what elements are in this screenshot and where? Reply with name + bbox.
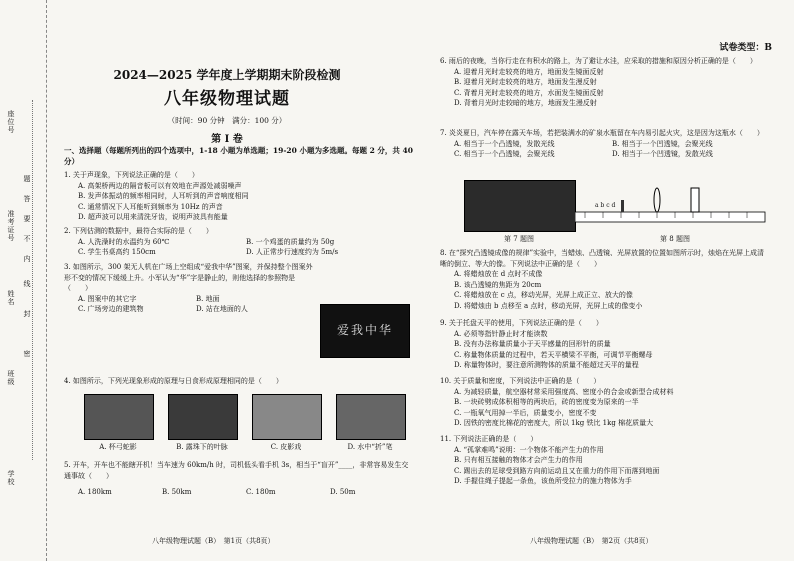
question-stem: 8. 在“探究凸透镜成像的规律”实验中，当蜡烛、凸透镜、光屏放置的位置如图所示时，烛焰在光屏上成清晰的倒立、等大的像。下列说法中正确的是（ ）	[440, 249, 765, 268]
option: A. 180km	[78, 488, 112, 496]
question-8	[440, 248, 770, 311]
page-1	[52, 0, 422, 561]
option: C. 通常情况下人耳能听到频率为 10Hz 的声音	[78, 202, 223, 211]
seat-number-label: 座位号	[7, 110, 15, 134]
seal-char: 封	[23, 310, 31, 318]
car-bottle-image	[464, 180, 576, 232]
seal-char: 线	[23, 280, 31, 288]
option: C. 广场旁边的建筑物	[78, 305, 144, 313]
school-label: 学校	[7, 470, 15, 486]
question-stem: 2. 下列估测的数据中，最符合实际的是（ ）	[64, 227, 213, 235]
binding-margin	[0, 0, 47, 561]
question-11	[440, 434, 770, 487]
seal-line	[32, 100, 43, 460]
option: D. 因铁的密度比棉花的密度大，所以 1kg 铁比 1kg 棉花质量大	[454, 419, 654, 427]
option-row	[78, 237, 414, 248]
ruler-points: a b c d	[595, 202, 616, 209]
option: D. 将蜡烛由 b 点移至 a 点时，移动光屏，光屏上成的像变小	[454, 301, 643, 310]
question-5	[64, 460, 414, 498]
option: C. 学生书桌高约 150cm	[78, 248, 156, 256]
option-row	[78, 487, 414, 498]
option: D. 手握住绳子提起一条鱼，该鱼所受拉力的施力物体为手	[454, 477, 632, 485]
optical-bench-diagram	[575, 180, 770, 230]
question-6	[440, 56, 770, 109]
option: D. 背着月光时走较暗的地方，地面发生漫反射	[454, 99, 597, 107]
question-stem: 7. 炎炎夏日，汽车停在露天车场，若把装满水的矿泉水瓶留在车内易引起火灾，这是因为这瓶水（ ）	[440, 129, 764, 137]
question-4	[64, 376, 414, 387]
option: C. 180m	[246, 488, 276, 496]
exam-title: 八年级物理试题	[164, 89, 290, 109]
seal-char: 要	[23, 215, 31, 223]
page-2	[440, 0, 770, 561]
option: C. 背着月光时走较亮的地方，水面发生镜面反射	[454, 88, 604, 97]
option: B. 地面	[196, 294, 220, 303]
figure-caption: B. 露珠下的叶脉	[176, 443, 228, 451]
option: D. 人正常步行速度约为 5m/s	[246, 248, 339, 256]
question-stem: 3. 如图所示，300 架无人机在广场上空组成“爱我中华”图案，并保持整个图案外形不变的情况下缓缓上升。小军认为“华”字是静止的，则他选择的参照物是（ ）	[64, 263, 313, 292]
question-1	[64, 170, 414, 223]
option: A. 高架桥两边的隔音板可以有效地在声源处减弱噪声	[78, 181, 242, 190]
question-stem: 1. 关于声现象，下列说法正确的是（ ）	[64, 171, 199, 179]
figure-caption: 第 8 题图	[660, 235, 690, 243]
seal-char: 不	[23, 235, 31, 243]
option: D. 超声波可以用来清洗牙齿，说明声波具有能量	[78, 213, 228, 221]
question-stem: 11. 下列说法正确的是（ ）	[440, 435, 538, 443]
option: B. 迎着月光时走较亮的地方，地面发生漫反射	[454, 78, 597, 86]
option: A. 将蜡烛放在 d 点时不成像	[454, 270, 543, 278]
option: A. 图案中的其它字	[78, 294, 137, 303]
option-row	[454, 149, 770, 160]
question-10	[440, 376, 770, 429]
exam-title-line1: 2024—2025 学年度上学期期末阶段检测	[113, 68, 341, 82]
seal-char: 密	[23, 350, 31, 358]
option: A. 为减轻质量，航空器材常采用强度高、密度小的合金或新型合成材料	[454, 387, 674, 396]
option: B. 只有相互接触的物体才会产生力的作用	[454, 456, 583, 464]
cup-snake-image	[84, 394, 154, 440]
option-row	[78, 294, 314, 305]
question-2	[64, 226, 414, 258]
option: D. 50m	[330, 488, 356, 496]
option: B. 发声体振动的频率相同时，人耳听到的声音响度相同	[78, 192, 249, 200]
image-text: 爱我中华	[336, 323, 393, 337]
seal-char: 题	[23, 175, 31, 183]
option: B. 该凸透镜的焦距为 20cm	[454, 280, 542, 289]
dew-leaf-image	[168, 394, 238, 440]
option: C. 称量物体质量的过程中，若天平横梁不平衡，可调节平衡螺母	[454, 350, 653, 359]
page-footer: 八年级物理试题（B） 第2页（共8页）	[530, 537, 653, 545]
class-label: 班级	[7, 370, 15, 386]
option: A. 必须等指针静止时才能读数	[454, 329, 548, 338]
option: B. 50km	[162, 488, 192, 496]
section-header	[64, 146, 414, 167]
seal-char: 内	[23, 255, 31, 263]
option-row	[78, 247, 414, 258]
shadow-play-image	[252, 394, 322, 440]
option: C. 踢出去的足球受到路方向前运动且又在重力的作用下而落到地面	[454, 466, 660, 475]
option-row	[454, 139, 770, 150]
question-7	[440, 128, 770, 160]
question-3	[64, 262, 314, 315]
exam-meta: （时间：90 分钟 满分：100 分）	[167, 116, 287, 125]
option: C. 一瓶氧气用掉一半后，质量变小，密度不变	[454, 408, 597, 417]
option: A. 迎着月光时走较亮的地方，地面发生镜面反射	[454, 67, 604, 76]
exam-number-label: 准考证号	[7, 210, 15, 242]
name-label: 姓名	[7, 290, 15, 306]
option: C. 相当于一个凸透镜，会聚光线	[454, 150, 555, 158]
bent-pen-image	[336, 394, 406, 440]
option: D. 站在地面的人	[196, 305, 248, 313]
question-stem: 6. 雨后的夜晚，当你行走在有积水的路上，为了避让水洼，应采取的措施和原因分析正确的是（ ）	[440, 57, 757, 65]
seal-char: 答	[23, 195, 31, 203]
figure-caption: A. 杯弓蛇影	[99, 443, 137, 451]
option: C. 将蜡烛放在 c 点，移动光屏，光屏上成正立、放大的像	[454, 291, 633, 299]
figure-caption: 第 7 题图	[504, 235, 534, 243]
option: B. 一个鸡蛋的质量约为 50g	[246, 237, 335, 246]
option: B. 没有办法称量质量小于天平感量的回形针的质量	[454, 340, 611, 348]
option: B. 相当于一个凹透镜，会聚光线	[612, 139, 713, 148]
option-row	[78, 304, 314, 315]
page-footer: 八年级物理试题（B） 第1页（共8页）	[152, 537, 275, 545]
question-stem: 4. 如图所示，下列光现象形成的原理与日食形成原理相同的是（ ）	[64, 377, 283, 385]
drone-pattern-image	[320, 304, 410, 358]
question-stem: 10. 关于质量和密度，下列说法中正确的是（ ）	[440, 377, 601, 385]
option: A. “孤掌难鸣”说明：一个物体不能产生力的作用	[454, 445, 604, 454]
question-stem: 9. 关于托盘天平的使用，下列说法正确的是（ ）	[440, 319, 603, 327]
option: D. 称量物体时，要注意所测物体的质量不能超过天平的量程	[454, 361, 639, 369]
option: A. 相当于一个凸透镜，发散光线	[454, 139, 555, 148]
option: A. 人洗澡时的水温约为 60℃	[78, 237, 170, 246]
figure-caption: C. 皮影戏	[270, 443, 302, 451]
question-9	[440, 318, 770, 371]
question-stem: 5. 开车，开车也不能瞎开机！当车速为 60km/h 时，司机低头看手机 3s，相当于“盲开”____，非常容易发生交通事故（ ）	[64, 461, 409, 480]
section-title: 一、选择题（每题所列出的四个选项中，1-18 小题为单选题；19-20 小题为多选题。每题 2 分，共 40 分）	[64, 146, 413, 166]
figure-caption: D. 水中“折”笔	[347, 443, 393, 451]
volume-heading: 第 Ⅰ 卷	[211, 134, 243, 145]
option: B. 一块砖劈成体积相等的两块后，砖的密度变为原来的一半	[454, 398, 639, 406]
option: D. 相当于一个凹透镜，发散光线	[612, 150, 713, 158]
paper-type: 试卷类型：B	[719, 43, 772, 53]
